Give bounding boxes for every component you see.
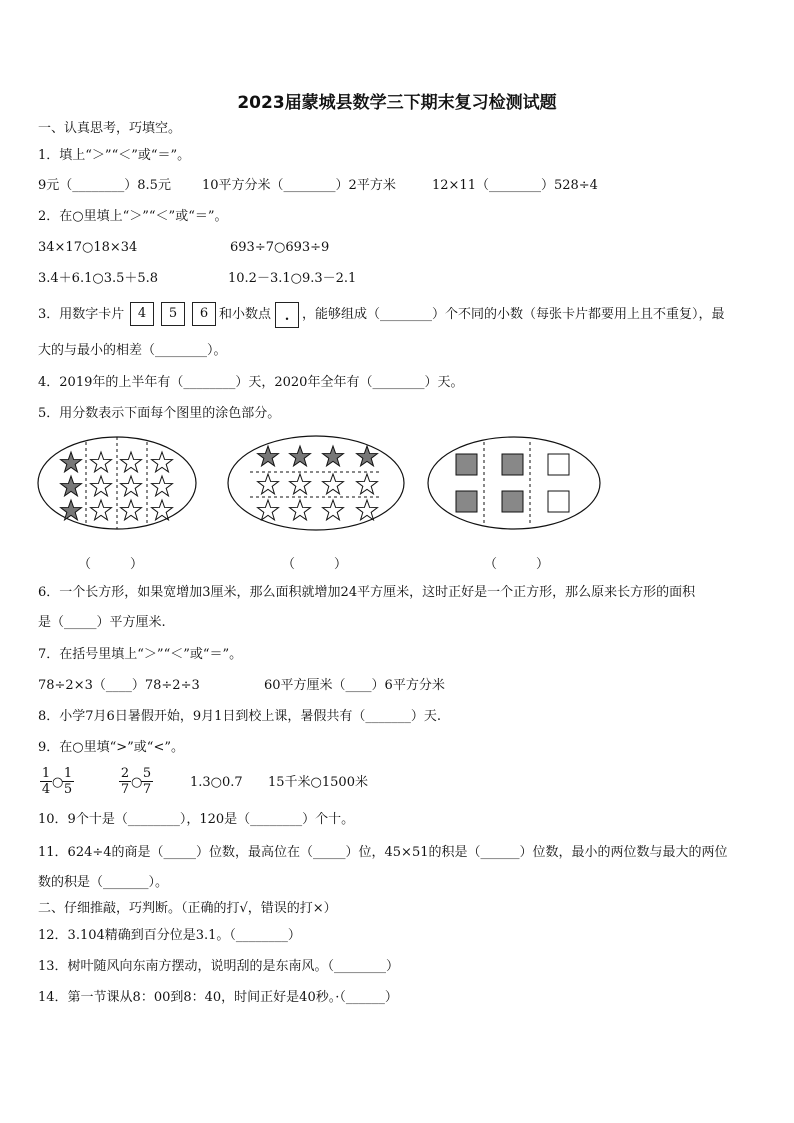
star-icon [323, 500, 344, 520]
fraction-5-7 [141, 766, 153, 797]
question-7-item-b: 60平方厘米（____）6平方分米 [264, 678, 445, 693]
shaded-star-icon [61, 452, 82, 472]
star-icon [152, 452, 173, 472]
star-icon [91, 452, 112, 472]
question-3-suffix: ，能够组成（________）个不同的小数（每张卡片都要用上且不重复），最 [302, 307, 725, 322]
question-7-item-a: 78÷2×3（____）78÷2÷3 [38, 678, 200, 693]
question-2-item-b: 693÷7○693÷9 [230, 240, 330, 255]
star-icon [258, 500, 279, 520]
question-1-item-c: 12×11（________）528÷4 [432, 178, 598, 193]
fraction-numerator: 1 [41, 766, 51, 781]
fraction-denominator: 4 [41, 782, 51, 797]
star-icon [290, 500, 311, 520]
star-icon [323, 474, 344, 494]
star-icon [357, 500, 378, 520]
question-3-prefix: 3．用数字卡片 [38, 307, 125, 322]
question-14: 14．第一节课从8：00到8：40，时间正好是40秒。·（______） [38, 990, 398, 1005]
figure-1-answer: （ ） [78, 557, 144, 572]
fraction-denominator: 7 [142, 782, 152, 797]
shaded-star-icon [258, 446, 279, 466]
question-6-line-2: 是（_____）平方厘米. [38, 615, 166, 630]
question-1-item-b: 10平方分米（________）2平方米 [202, 178, 396, 193]
star-icon [121, 500, 142, 520]
shaded-square-icon [456, 454, 477, 475]
star-icon [290, 474, 311, 494]
question-12: 12．3.104精确到百分位是3.1。（________） [38, 928, 301, 943]
question-3-middle: 和小数点 [219, 307, 272, 322]
question-2-stem: 2．在○里填上“＞”“＜”或“＝”。 [38, 209, 228, 224]
figure-oval-3 [428, 437, 600, 529]
question-1-item-a: 9元（________）8.5元 [38, 178, 171, 193]
question-6-line-1: 6．一个长方形，如果宽增加3厘米，那么面积就增加24平方厘米，这时正好是一个正方形，那么原来长方形的面积 [38, 585, 696, 600]
question-13: 13．树叶随风向东南方摆动，说明刮的是东南风。（________） [38, 959, 400, 974]
fraction-1-5 [62, 766, 74, 797]
star-icon [91, 500, 112, 520]
question-2-item-d: 10.2－3.1○9.3－2.1 [228, 271, 357, 286]
question-5-stem: 5．用分数表示下面每个图里的涂色部分。 [38, 406, 281, 421]
digit-card-5: 5 [161, 302, 185, 326]
compare-circle: ○ [52, 775, 64, 790]
fraction-denominator: 7 [120, 782, 130, 797]
shaded-square-icon [502, 454, 523, 475]
page-title: 2023届蒙城县数学三下期末复习检测试题 [237, 93, 557, 113]
fraction-1-4 [40, 766, 52, 797]
question-11-line-1: 11．624÷4的商是（_____）位数，最高位在（_____）位，45×51的积是（______）位数，最小的两位数与最大的两位 [38, 845, 728, 860]
question-9-item-c: 15千米○1500米 [268, 775, 368, 790]
fraction-numerator: 1 [63, 766, 73, 781]
shaded-star-icon [61, 476, 82, 496]
digit-card-4: 4 [130, 302, 154, 326]
question-7-stem: 7．在括号里填上“＞”“＜”或“＝”。 [38, 647, 243, 662]
shaded-star-icon [323, 446, 344, 466]
decimal-point-card: . [275, 302, 299, 328]
compare-circle: ○ [131, 775, 143, 790]
question-10: 10．9个十是（________），120是（________）个十。 [38, 812, 355, 827]
shaded-star-icon [357, 446, 378, 466]
section-heading-1: 一、认真思考，巧填空。 [38, 121, 182, 136]
square-icon [548, 454, 569, 475]
star-icon [152, 476, 173, 496]
star-icon [357, 474, 378, 494]
fraction-numerator: 5 [142, 766, 152, 781]
fraction-2-7 [119, 766, 131, 797]
star-icon [121, 452, 142, 472]
figure-oval-1 [38, 437, 196, 529]
question-2-item-c: 3.4＋6.1○3.5＋5.8 [38, 271, 159, 286]
question-1-stem: 1．填上“＞”“＜”或“＝”。 [38, 148, 191, 163]
star-icon [91, 476, 112, 496]
fraction-denominator: 5 [63, 782, 73, 797]
shaded-square-icon [456, 491, 477, 512]
question-8: 8．小学7月6日暑假开始，9月1日到校上课，暑假共有（_______）天. [38, 709, 441, 724]
fraction-numerator: 2 [120, 766, 130, 781]
digit-card-6: 6 [192, 302, 216, 326]
question-2-item-a: 34×17○18×34 [38, 240, 138, 255]
shaded-star-icon [290, 446, 311, 466]
figure-2-answer: （ ） [282, 557, 348, 572]
figure-3-answer: （ ） [484, 557, 550, 572]
question-9-stem: 9．在○里填“>”或“<”。 [38, 740, 184, 755]
question-9-item-b: 1.3○0.7 [190, 775, 243, 790]
figure-oval-2 [228, 436, 404, 530]
section-heading-2: 二、仔细推敲，巧判断。（正确的打√，错误的打×） [38, 901, 337, 916]
question-11-line-2: 数的积是（_______）。 [38, 875, 169, 890]
star-icon [258, 474, 279, 494]
question-3-line-2: 大的与最小的相差（________）。 [38, 343, 227, 358]
question-4: 4．2019年的上半年有（________）天，2020年全年有（________）天。 [38, 375, 464, 390]
shaded-square-icon [502, 491, 523, 512]
square-icon [548, 491, 569, 512]
star-icon [121, 476, 142, 496]
